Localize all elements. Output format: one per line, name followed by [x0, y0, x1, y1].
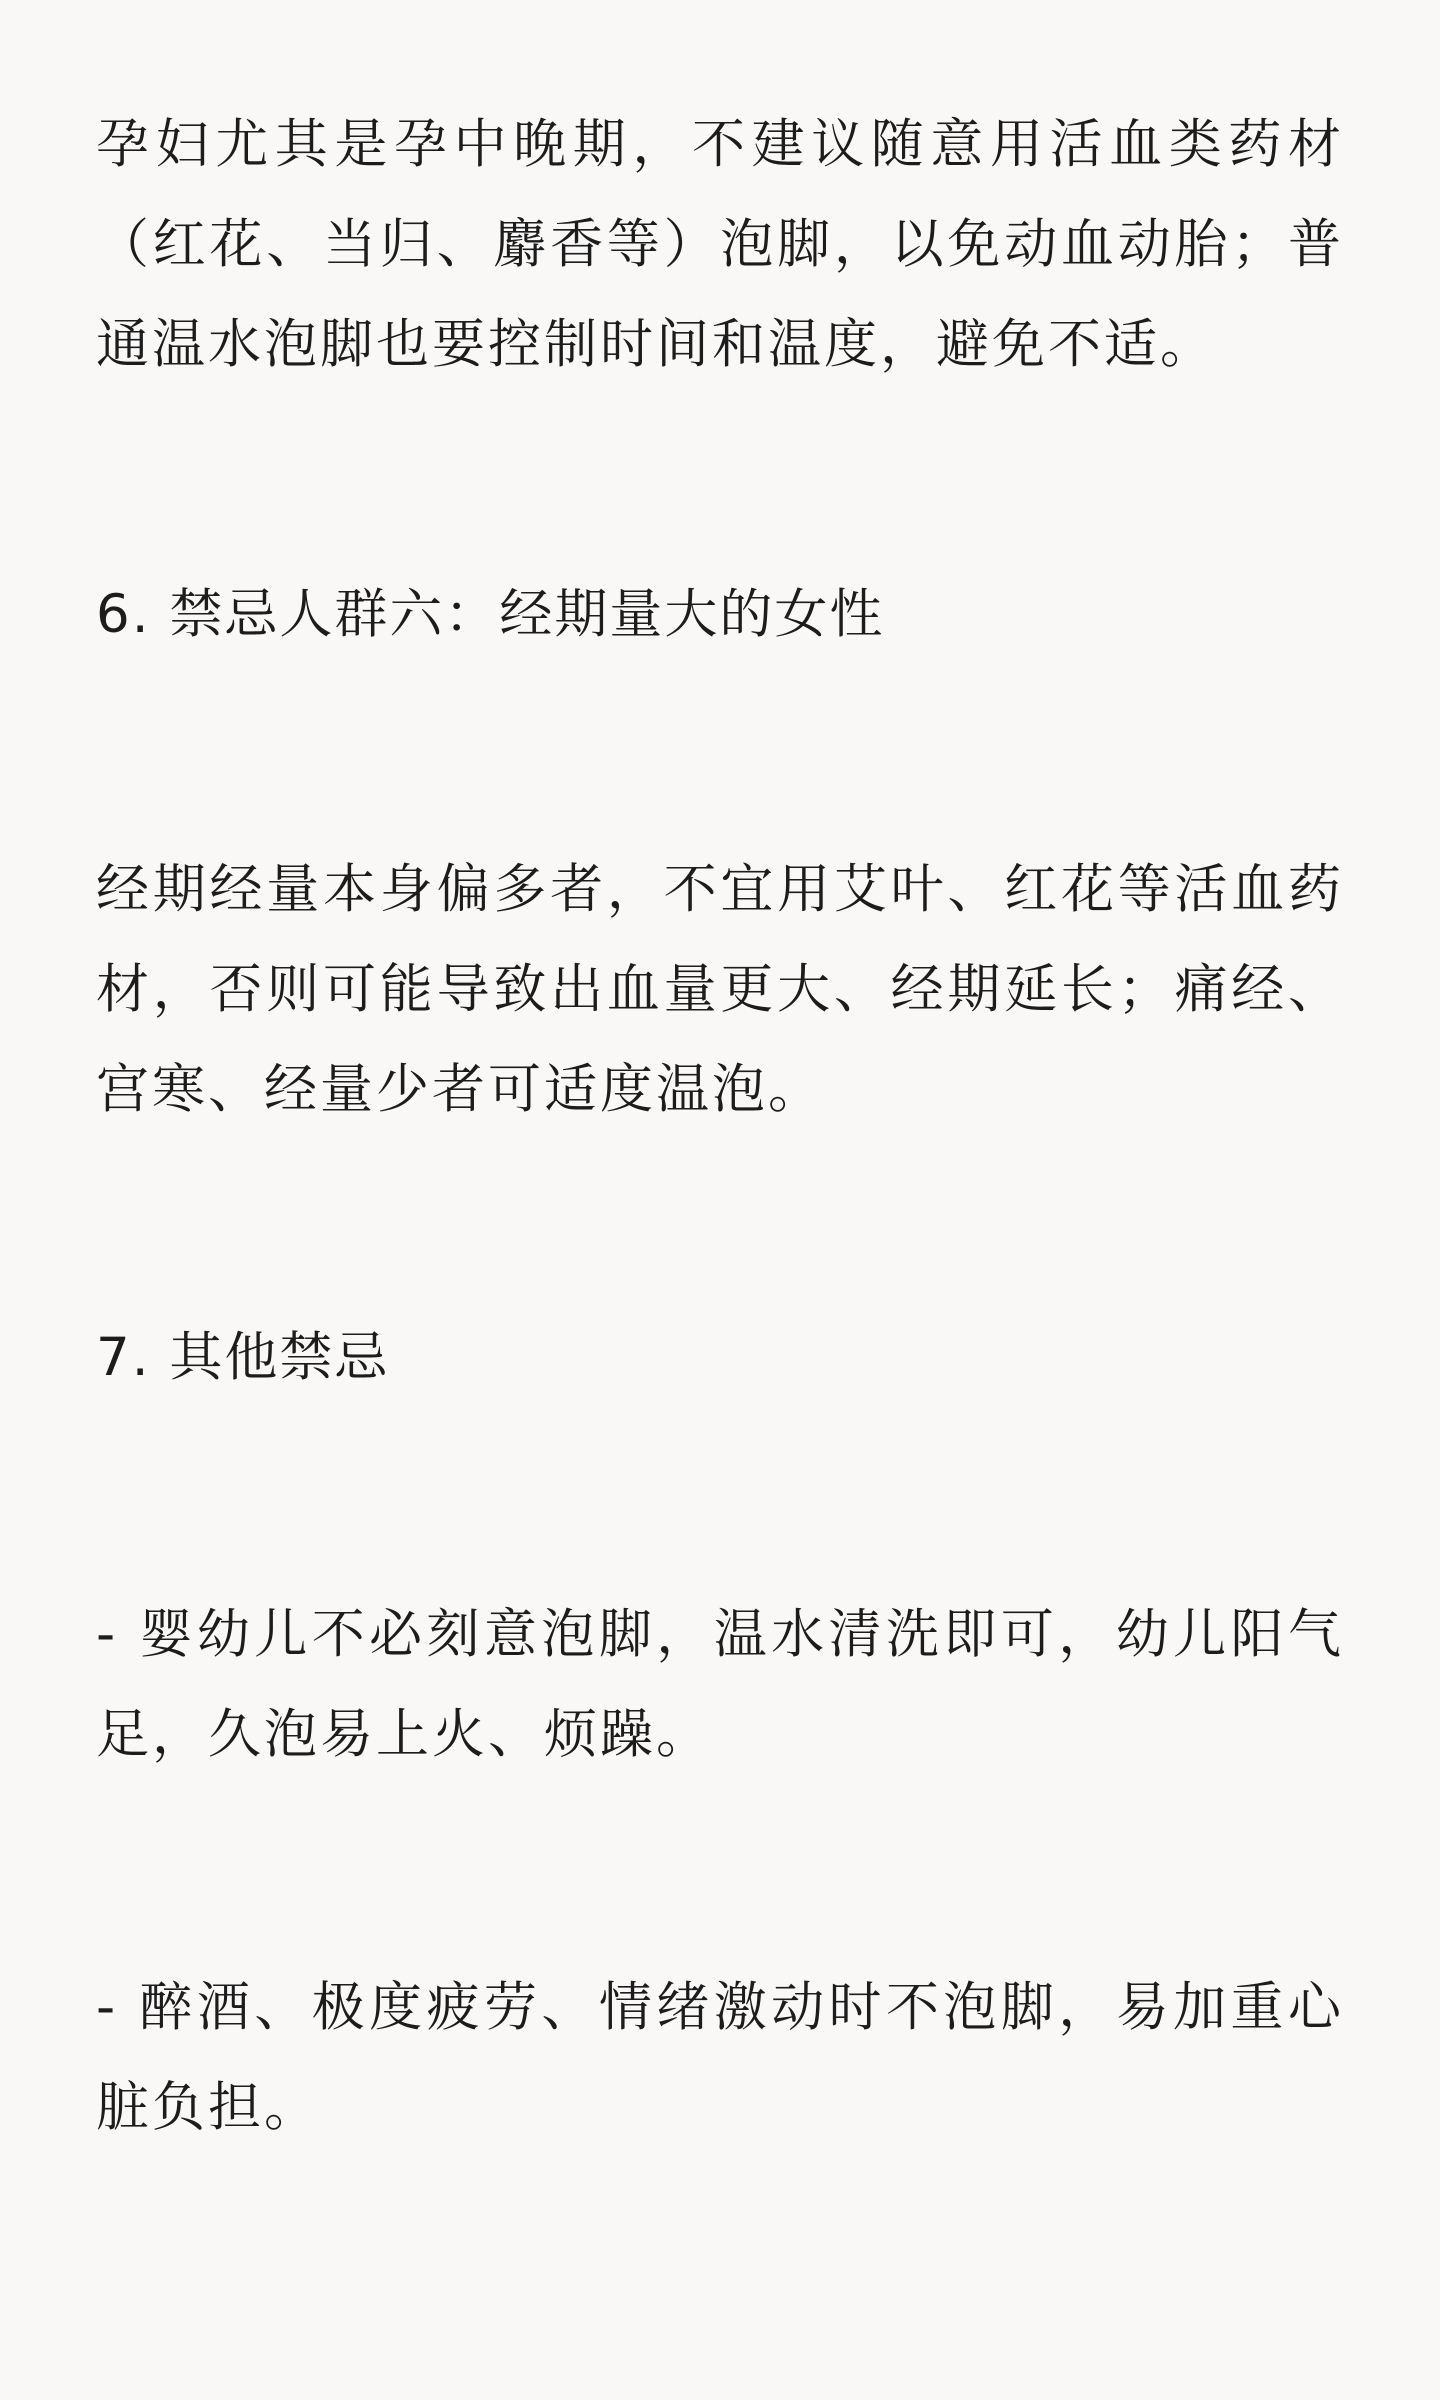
bullet-item-drunk-fatigue: - 醉酒、极度疲劳、情绪激动时不泡脚，易加重心脏负担。	[96, 1977, 1344, 2138]
paragraph-menstruation: 经期经量本身偏多者，不宜用艾叶、红花等活血药材，否则可能导致出血量更大、经期延长；痛经、宫寒、经量少者可适度温泡。	[96, 859, 1344, 1120]
paragraph-pregnancy: 孕妇尤其是孕中晚期，不建议随意用活血类药材（红花、当归、麝香等）泡脚，以免动血动胎；普通温水泡脚也要控制时间和温度，避免不适。	[96, 114, 1344, 375]
section-heading-6: 6. 禁忌人群六：经期量大的女性	[96, 584, 885, 645]
bullet-item-infants: - 婴幼儿不必刻意泡脚，温水清洗即可，幼儿阳气足，久泡易上火、烦躁。	[96, 1604, 1344, 1765]
section-heading-7: 7. 其他禁忌	[96, 1327, 390, 1388]
